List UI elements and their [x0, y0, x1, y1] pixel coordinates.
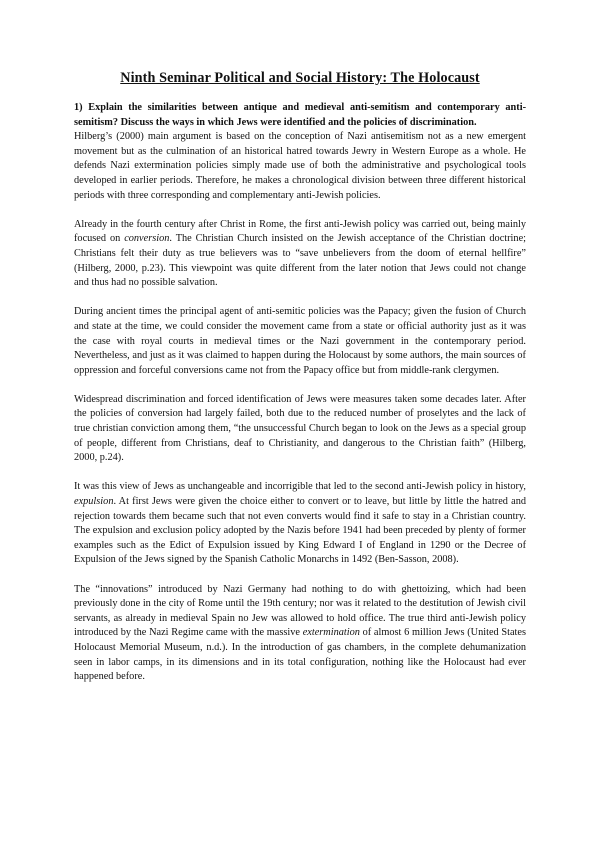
body-paragraph: [74, 480, 526, 568]
paragraph-text: Already in the fourth century after Christ in Rome, the first anti-Jewish policy was carried out, being mainly focused on: [74, 218, 526, 245]
paragraph-text: Widespread discrimination and forced identification of Jews were measures taken some decades later. After the policies of conversion had largely failed, both due to the reduced number of proselytes and the lack of true christian conviction among them, “the unsuccessful Church began to look on the Jews as a special group of people, different from Christians, deaf to Christianity, and dangerous to the Christian faith” (Hilberg, 2000, p.24).: [74, 393, 526, 464]
paragraph-list: [74, 130, 526, 685]
paragraph-text: The “innovations” introduced by Nazi Germany had nothing to do with ghettoizing, which had been previously done in the city of Rome until the 19th century; nor was it related to the destitution of Jewish civil servants, as already in medieval Spain no Jew was allowed to hold office. The true third anti-Jewish policy introduced by the Nazi Regime came with the massive: [74, 583, 526, 639]
question-heading: 1) Explain the similarities between antique and medieval anti-semitism and contemporary anti-semitism? Discuss the ways in which Jews were identified and the policies of discrimination.: [74, 102, 526, 128]
document-body: [74, 101, 526, 699]
emphasized-term: conversion: [124, 233, 170, 245]
document-title: Ninth Seminar Political and Social History: The Holocaust: [120, 70, 480, 86]
body-paragraph: [74, 130, 526, 203]
paragraph-text: . The Christian Church insisted on the Jewish acceptance of the Christian doctrine; Christians felt their duty as true believers was to “save unbelievers from the doom of eternal hellfire” (Hilberg, 2000, p.23). This viewpoint was quite different from the later notion that Jews could not change and thus had no possible salvation.: [74, 233, 527, 289]
body-paragraph: [74, 305, 526, 378]
emphasized-term: expulsion: [74, 496, 114, 508]
body-paragraph: [74, 393, 526, 466]
paragraph-text: . At first Jews were given the choice either to convert or to leave, but little by little the hatred and rejection towards them became such that not even converts would find it safe to stay in a Christian country. The expulsion and exclusion policy adopted by the Nazis before 1941 had been preceded by plenty of former examples such as the Edict of Expulsion issued by King Edward I of England in 1290 or the Decree of Expulsion of the Jews signed by the Spanish Catholic Monarchs in 1492 (Ben-Sasson, 2008).: [74, 496, 526, 566]
paragraph-text: It was this view of Jews as unchangeable and incorrigible that led to the second anti-Jewish policy in history,: [74, 481, 526, 493]
paragraph-text: of almost 6 million Jews (United States Holocaust Memorial Museum, n.d.). In the introduction of gas chambers, in the complete dehumanization seen in labor camps, in its dimensions and in its total configuration, nothing like the Holocaust had ever happened before.: [74, 627, 526, 683]
paragraph-text: Hilberg’s (2000) main argument is based on the conception of Nazi antisemitism not as a new emergent movement but as the culmination of an historical hatred towards Jewry in Western Europe as a whole. He defends Nazi extermination policies simply made use of both the administrative and psychological tools developed in earlier periods. Therefore, he makes a chronological division between three different historical periods with three corresponding and complementary anti-Jewish policies.: [74, 131, 526, 201]
paragraph-text: During ancient times the principal agent of anti-semitic policies was the Papacy; given the fusion of Church and state at the time, we could consider the movement came from a state or official authority just as it was the case with royal courts in medieval times or the Nazi government in the contemporary period. Nevertheless, and just as it was claimed to happen during the Holocaust by some authors, the main sources of oppression and forceful conversions came not from the Papacy office but from middle-rank clergymen.: [74, 306, 526, 376]
body-paragraph: [74, 583, 526, 685]
emphasized-term: extermination: [302, 627, 360, 639]
body-paragraph: [74, 218, 526, 291]
